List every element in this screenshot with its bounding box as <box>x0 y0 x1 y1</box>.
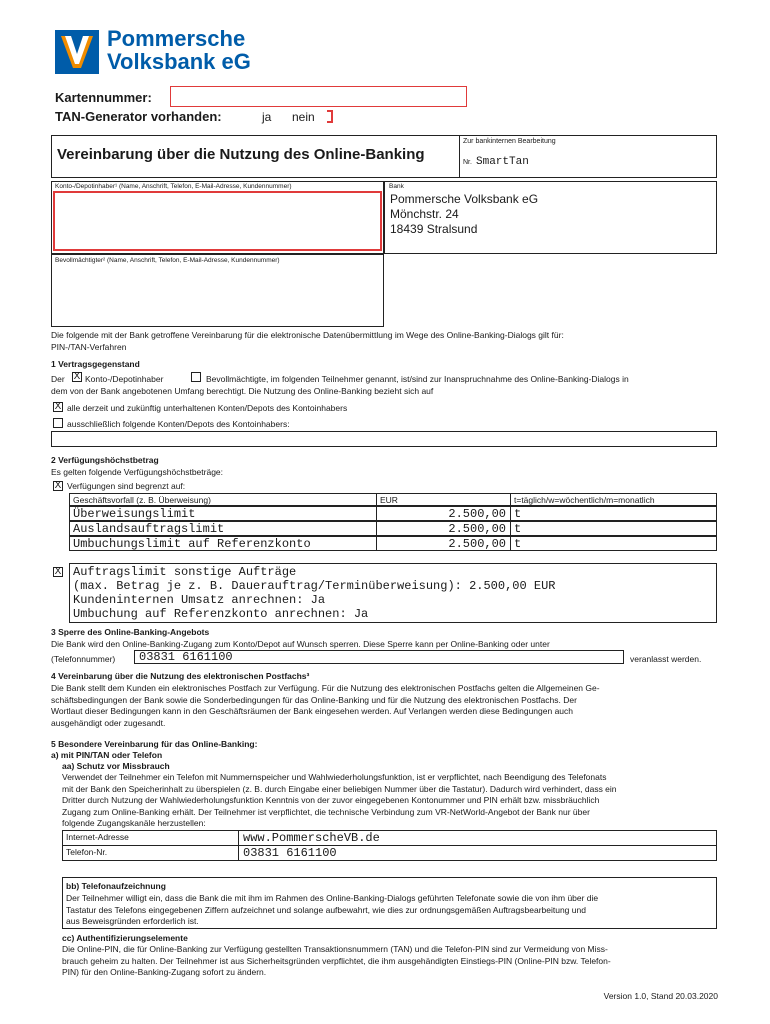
all-accounts-label: alle derzeit und zukünftig unterhaltenen Konten/Depots des Kontoinhabers <box>67 403 348 413</box>
s4-line: schäftsbedingungen der Bank sowie die Sonderbedingungen für das Online-Banking und für die Nutzung des elektronischen Postfachs. Der <box>51 694 577 705</box>
bb-line: Der Teilnehmer willigt ein, dass die Bank die mit ihm im Rahmen des Online-Banking-Dialogs geführten Telefonate sowie die von ihm über die <box>66 893 599 903</box>
account-holder-field[interactable] <box>53 191 382 251</box>
aa-line: mit der Bank den Speicherinhalt zu überspielen (z. B. durch Eingabe einer beliebigen Nummer über die Tastatur). Dadurch wird verhindert, dass ein <box>62 783 617 794</box>
other-limits-line: Auftragslimit sonstige Aufträge <box>73 565 297 579</box>
proxy-box[interactable] <box>51 254 384 327</box>
s3-heading: 3 Sperre des Online-Banking-Angebots <box>51 627 210 637</box>
internal-processing-box <box>459 136 717 177</box>
proxy-label: Bevollmächtigter² (Name, Anschrift, Telefon, E-Mail-Adresse, Kundennummer) <box>55 257 280 264</box>
table-row <box>69 521 717 536</box>
tan-option-nein[interactable]: nein <box>292 110 315 124</box>
s4-line: Wortlaut dieser Bedingungen kann in den Geschäftsräumen der Bank eingesehen werden. Auf Verlangen werden diese Bedingungen auch <box>51 706 574 716</box>
cc-line: PIN) für den Online-Banking-Zugang sofort zu ändern. <box>62 967 267 977</box>
s2-intro: Es gelten folgende Verfügungshöchstbeträge: <box>51 467 224 477</box>
bb-line: aus Beweisgründen erforderlich ist. <box>66 916 199 926</box>
bb-body <box>66 893 714 928</box>
row-name-cell[interactable] <box>69 521 377 536</box>
holder-checkbox-label: Konto-/Depotinhaber <box>85 374 164 384</box>
row-amount: 2.500,00 <box>448 537 506 551</box>
row-period-cell[interactable] <box>510 521 717 536</box>
s2-heading: 2 Verfügungshöchstbetrag <box>51 455 159 465</box>
selected-accounts-field[interactable] <box>51 431 717 447</box>
col-header-eur <box>376 493 511 506</box>
proxy-checkbox[interactable] <box>191 372 201 382</box>
col-header-eur-text: EUR <box>380 495 398 505</box>
internet-value: www.PommerscheVB.de <box>243 831 380 845</box>
s4-body <box>51 683 717 729</box>
phone-label: Telefon-Nr. <box>66 847 108 857</box>
col-header-transaction-text: Geschäftsvorfall (z. B. Überweisung) <box>73 495 211 505</box>
row-name-cell[interactable] <box>69 536 377 551</box>
bank-street: Mönchstr. 24 <box>390 207 459 221</box>
title-box <box>51 135 717 178</box>
bank-city: 18439 Stralsund <box>390 222 478 236</box>
internet-value-cell[interactable] <box>238 830 717 846</box>
internet-label-cell <box>62 830 239 846</box>
row-name: Überweisungslimit <box>73 507 196 521</box>
table-row <box>69 536 717 551</box>
access-table <box>62 830 717 860</box>
row-period-cell[interactable] <box>510 536 717 551</box>
bank-logo <box>55 28 295 78</box>
internet-label: Internet-Adresse <box>66 832 129 842</box>
s5-sub-cc: cc) Authentifizierungselemente <box>62 933 188 943</box>
col-header-period-text: t=täglich/w=wöchentlich/m=monatlich <box>514 495 655 505</box>
s3-line1: Die Bank wird den Online-Banking-Zugang zum Konto/Depot auf Wunsch sperren. Diese Sperre kann per Online-Banking oder unter <box>51 639 550 649</box>
limited-checkbox[interactable]: X <box>54 480 62 491</box>
nr-label: Nr. <box>463 159 472 166</box>
aa-line: Verwendet der Teilnehmer ein Telefon mit Nummernspeicher und Wahlwiederholungsfunktion, ist er verpflichtet, nach Beendigung des Telefonats <box>62 772 607 782</box>
s4-heading: 4 Vereinbarung über die Nutzung des elektronischen Postfachs³ <box>51 671 310 681</box>
nr-value: SmartTan <box>476 156 529 168</box>
s5-sub-aa: aa) Schutz vor Missbrauch <box>62 761 170 771</box>
card-number-field[interactable] <box>170 86 467 107</box>
row-amount: 2.500,00 <box>448 507 506 521</box>
card-number-label: Kartennummer: <box>55 90 152 105</box>
s4-line: Die Bank stellt dem Kunden ein elektronisches Postfach zur Verfügung. Für die Nutzung des elektronischen Postfachs gelten die Allgemeinen Ge- <box>51 683 600 693</box>
other-limits-box[interactable] <box>69 563 717 623</box>
s1-line2: dem von der Bank angebotenen Umfang berechtigt. Die Nutzung des Online-Banking bezieht sich auf <box>51 386 434 396</box>
logo-line1: Pommersche <box>107 26 246 51</box>
col-header-period <box>510 493 717 506</box>
bb-box <box>62 877 717 929</box>
s1-proxy-text: Bevollmächtigte, im folgenden Teilnehmer genannt, ist/sind zur Inanspruchnahme des Online-Banking-Dialogs in <box>206 374 629 384</box>
version-footer: Version 1.0, Stand 20.03.2020 <box>603 991 718 1001</box>
holder-checkbox[interactable]: X <box>73 371 81 382</box>
selected-accounts-label: ausschließlich folgende Konten/Depots des Kontoinhabers: <box>67 419 290 429</box>
s5-aa-body <box>62 772 717 830</box>
tan-checkbox-bracket[interactable] <box>327 110 333 123</box>
volksbank-logo-icon <box>55 30 99 74</box>
limited-label: Verfügungen sind begrenzt auf: <box>67 481 186 491</box>
other-limits-line: (max. Betrag je z. B. Dauerauftrag/Terminüberweisung): 2.500,00 EUR <box>73 579 556 593</box>
col-header-transaction <box>69 493 377 506</box>
s3-phone-field[interactable] <box>134 650 624 664</box>
s4-line: ausgehändigt oder zugesandt. <box>51 717 166 728</box>
cc-line: brauch geheim zu halten. Der Teilnehmer ist aus Sicherheitsgründen verpflichtet, die ihm ausgehändigten Einstiegs-PIN (Online-PIN bzw. Telefon- <box>62 955 611 966</box>
s3-phone-value: 03831 6161100 <box>139 650 233 664</box>
other-limits-line: Kundeninternen Umsatz anrechnen: Ja <box>73 593 326 607</box>
row-period: t <box>514 522 522 536</box>
row-period-cell[interactable] <box>510 506 717 521</box>
limits-rows <box>69 506 717 551</box>
limits-table <box>69 493 717 551</box>
phone-label-cell <box>62 845 239 861</box>
s3-phone-label: (Telefonnummer) <box>51 654 116 664</box>
tan-option-ja[interactable]: ja <box>262 110 272 124</box>
selected-accounts-checkbox[interactable] <box>53 418 63 428</box>
internal-processing-label: Zur bankinternen Bearbeitung <box>463 138 556 145</box>
cc-line: Die Online-PIN, die für Online-Banking zur Verfügung gestellten Transaktionsnummern (TAN) und die Telefon-PIN sind zur Vermeidung von Miss- <box>62 944 608 954</box>
aa-line: folgende Zugangskanäle herzustellen: <box>62 818 206 828</box>
other-limits-checkbox[interactable]: X <box>54 566 62 577</box>
bb-line: Tastatur des Telefons eingegebenen Ziffern aufzeichnet und solange aufbewahrt, wie dies zur ordnungsgemäßen Auftragsbearbeitung und <box>66 904 586 915</box>
aa-line: Dritter durch Nutzung der Wahlwiederholungsfunktion Kenntnis von der zuvor eingegebenen Kontonummer und PIN erhält bzw. missbräuchlich <box>62 795 600 805</box>
s5-sub-a: a) mit PIN/TAN oder Telefon <box>51 750 163 760</box>
bank-box <box>384 181 717 254</box>
account-holder-label: Konto-/Depotinhaber¹ (Name, Anschrift, Telefon, E-Mail-Adresse, Kundennummer) <box>55 183 292 190</box>
phone-value: 03831 6161100 <box>243 846 337 860</box>
account-holder-box <box>51 181 384 254</box>
row-name: Umbuchungslimit auf Referenzkonto <box>73 537 311 551</box>
logo-line2: Volksbank eG <box>107 49 251 74</box>
row-name: Auslandsauftragslimit <box>73 522 225 536</box>
row-period: t <box>514 537 522 551</box>
row-name-cell[interactable] <box>69 506 377 521</box>
cc-body <box>62 944 717 979</box>
row-amount: 2.500,00 <box>448 522 506 536</box>
s5-sub-bb: bb) Telefonaufzeichnung <box>66 881 166 891</box>
other-limits-line: Umbuchung auf Referenzkonto anrechnen: Ja <box>73 607 369 621</box>
row-amount-cell[interactable] <box>376 506 511 521</box>
intro-line2: PIN-/TAN-Verfahren <box>51 342 127 352</box>
bank-label: Bank <box>389 183 404 190</box>
s5-heading: 5 Besondere Vereinbarung für das Online-Banking: <box>51 739 258 749</box>
document-title: Vereinbarung über die Nutzung des Online-Banking <box>57 146 425 163</box>
tan-generator-label: TAN-Generator vorhanden: <box>55 109 222 124</box>
phone-value-cell[interactable] <box>238 845 717 861</box>
s1-heading: 1 Vertragsgegenstand <box>51 359 140 369</box>
row-period: t <box>514 507 522 521</box>
aa-line: Zugang zum Online-Banking erhält. Der Teilnehmer ist verpflichtet, die technische Verbindung zum VR-NetWorld-Angebot der Bank nur über <box>62 806 590 817</box>
table-row <box>69 506 717 521</box>
row-amount-cell[interactable] <box>376 521 511 536</box>
row-amount-cell[interactable] <box>376 536 511 551</box>
bank-name: Pommersche Volksbank eG <box>390 192 539 206</box>
s3-suffix: veranlasst werden. <box>630 654 702 664</box>
all-accounts-checkbox[interactable]: X <box>54 401 62 412</box>
intro-line1: Die folgende mit der Bank getroffene Vereinbarung für die elektronische Datenübermittlung im Wege des Online-Banking-Dialogs gilt für: <box>51 330 564 340</box>
s1-der: Der <box>51 374 65 384</box>
